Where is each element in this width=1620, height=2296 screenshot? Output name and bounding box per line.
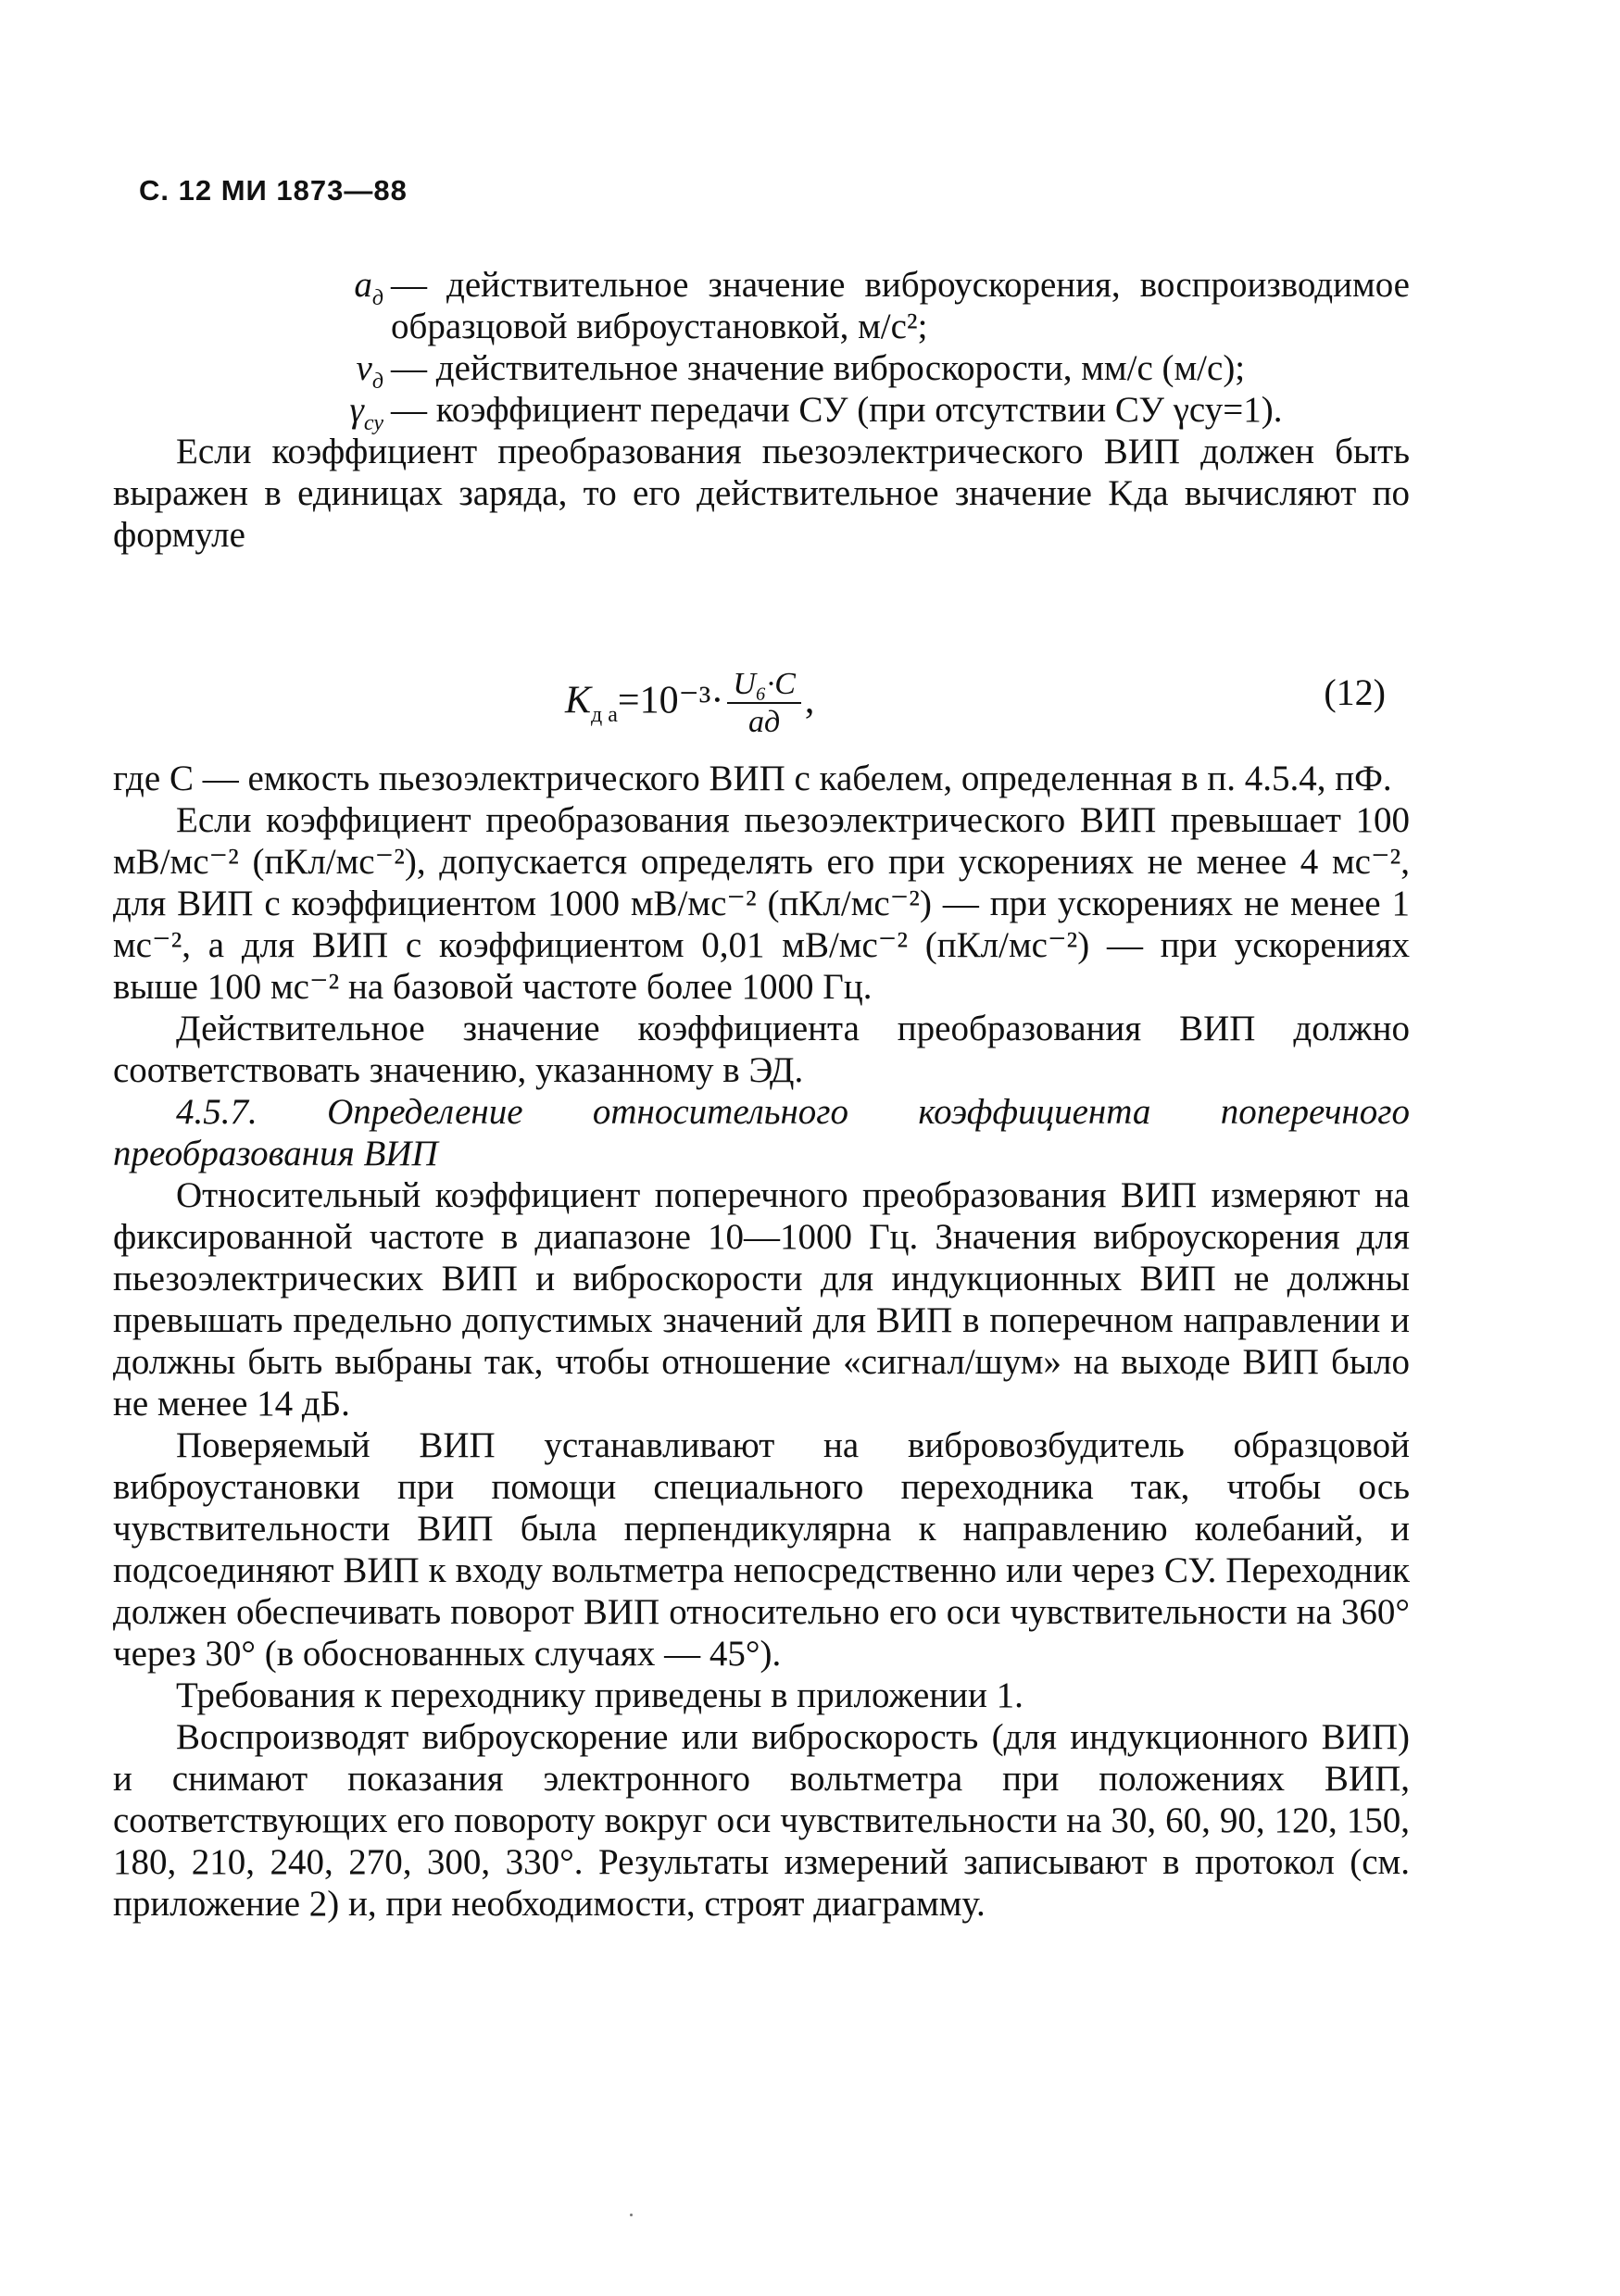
section-heading — [113, 1091, 1410, 1174]
formula-lhs: K — [565, 679, 592, 722]
definition-text: — коэффициент передачи СУ (при отсутствии СУ γсу=1). — [391, 390, 1283, 430]
formula-lhs-sub: д a — [591, 703, 618, 728]
definitions-list — [113, 264, 1410, 556]
definition-symbol: γ — [349, 390, 364, 430]
scan-speck — [630, 2214, 633, 2216]
definition-text: — действительное значение виброускорения, воспроизводимое образцовой виброустановкой, м/с²; — [391, 265, 1410, 346]
formula-fraction — [727, 667, 801, 741]
paragraph-where: где C — емкость пьезоэлектрического ВИП с кабелем, определенная в п. 4.5.4, пФ. — [113, 759, 1392, 798]
paragraph-relative: Относительный коэффициент поперечного преобразования ВИП измеряют на фиксированной частоте в диапазоне 10—1000 Гц. Значения виброускорения для пьезоэлектрических ВИП и виброскорости для индукционных ВИП не должны превышать предельно допустимых значений для ВИП в поперечном направлении и должны быть выбраны так, чтобы отношение «сигнал/шум» на выходе ВИП было не менее 14 дБ. — [113, 1175, 1410, 1424]
formula-tail: , — [804, 679, 815, 722]
formula-numerator: U₆·C — [727, 667, 801, 704]
paragraph-mount: Поверяемый ВИП устанавливают на вибровозбудитель образцовой виброустановки при помощи специального переходника так, чтобы ось чувствительности ВИП была перпендикулярна к направлению колебаний, и подсоединяют ВИП к входу вольтметра непосредственно или через СУ. Переходник должен обеспечивать поворот ВИП относительно его оси чувствительности на 360° через 30° (в обоснованных случаях — 45°). — [113, 1425, 1410, 1674]
section-number: 4.5.7. — [176, 1092, 257, 1132]
section-title: Определение относительного коэффициента поперечного преобразования ВИП — [113, 1092, 1410, 1173]
definition-item — [113, 389, 1410, 435]
definition-symbol: v — [356, 348, 372, 388]
definition-symbol-sub: су — [363, 410, 383, 435]
paragraph-actual: Действительное значение коэффициента преобразования ВИП должно соответствовать значению, указанному в ЭД. — [113, 1009, 1410, 1090]
definition-symbol: a — [354, 265, 372, 305]
page-header: С. 12 МИ 1873—88 — [139, 174, 408, 207]
formula-denominator: aд — [748, 705, 781, 739]
definition-item — [113, 264, 1410, 347]
definition-symbol-sub: д — [371, 369, 383, 394]
text-block-2 — [113, 758, 1410, 1925]
paragraph-reproduce: Воспроизводят виброускорение или виброскорость (для индукционного ВИП) и снимают показания электронного вольтметра при положениях ВИП, соответствующих его повороту вокруг оси чувствительности на 30, 60, 90, 120, 150, 180, 210, 240, 270, 300, 330°. Результаты измерений записывают в протокол (см. приложение 2) и, при необходимости, строят диаграмму. — [113, 1717, 1410, 1924]
formula-eq: =10⁻³· — [617, 679, 724, 722]
definition-text: — действительное значение виброскорости, мм/с (м/с); — [391, 348, 1246, 388]
paragraph-charge: Если коэффициент преобразования пьезоэлектрического ВИП должен быть выражен в единицах заряда, то его действительное значение Kда вычисляют по формуле — [113, 432, 1410, 555]
definition-item — [113, 347, 1410, 394]
paragraph-if: Если коэффициент преобразования пьезоэлектрического ВИП превышает 100 мВ/мс⁻² (пКл/мс⁻²), допускается определять его при ускорениях не менее 4 мс⁻², для ВИП с коэффициентом 1000 мВ/мс⁻² (пКл/мс⁻²) — при ускорениях не менее 1 мс⁻², а для ВИП с коэффициентом 0,01 мВ/мс⁻² (пКл/мс⁻²) — при ускорениях выше 100 мс⁻² на базовой частоте более 1000 Гц. — [113, 800, 1410, 1007]
definition-symbol-sub: д — [371, 285, 383, 310]
formula-12 — [565, 648, 1399, 750]
paragraph-requirements: Требования к переходнику приведены в приложении 1. — [176, 1675, 1023, 1715]
formula-number: (12) — [1324, 671, 1386, 713]
